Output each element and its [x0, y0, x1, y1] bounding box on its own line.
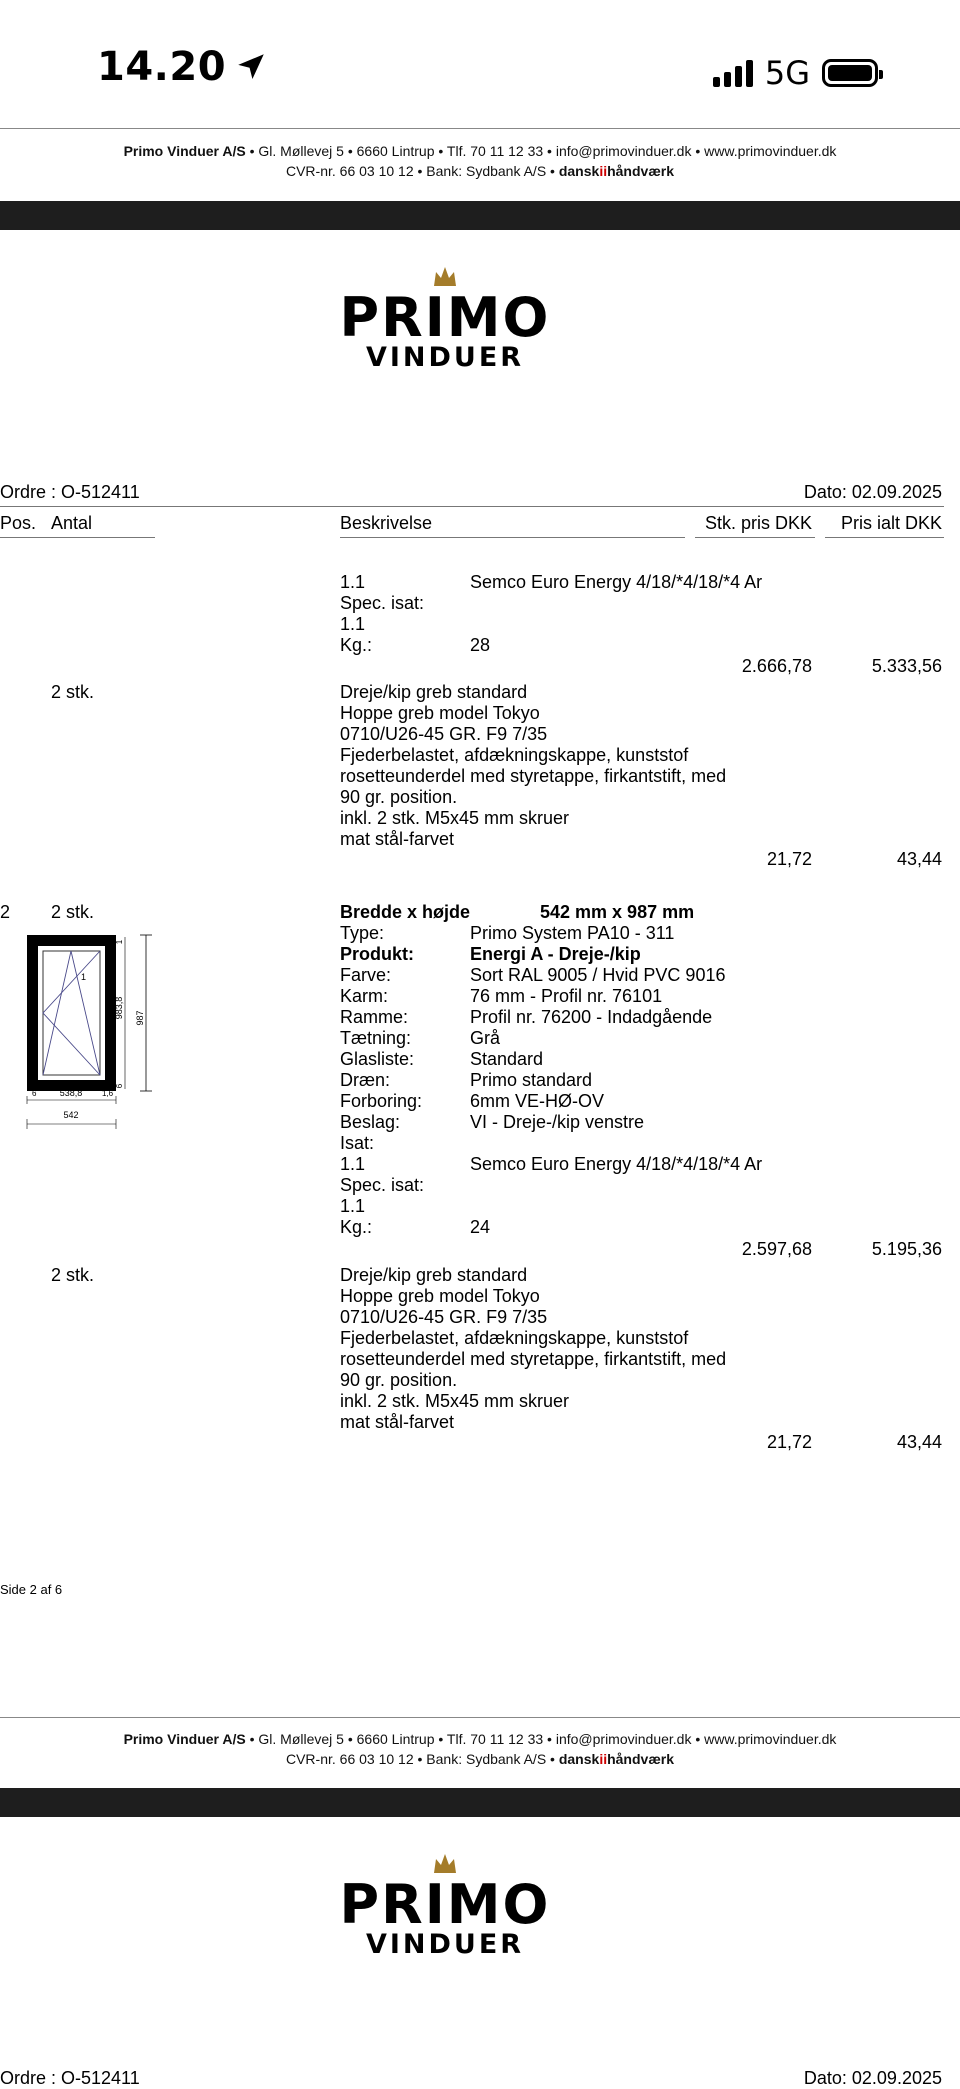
dansk-haandvaerk-brand: danskiihåndværk — [558, 163, 675, 179]
spec-value: 6mm VE-HØ-OV — [470, 1091, 605, 1111]
page-top-divider — [0, 128, 960, 129]
description-line: 0710/U26-45 GR. F9 7/35 — [340, 724, 548, 744]
spec-value: Semco Euro Energy 4/18/*4/18/*4 Ar — [470, 1154, 763, 1174]
page3-company-info-line2 — [0, 1751, 960, 1767]
spec-value: VI - Dreje-/kip venstre — [470, 1112, 645, 1132]
height-inner-label: 983,8 — [114, 996, 124, 1020]
item1-unit-price: 2.666,78 — [741, 656, 812, 676]
spec-label: Forboring: — [340, 1091, 423, 1111]
height-outer-label: 987 — [135, 1010, 145, 1026]
col-desc: Beskrivelse — [340, 513, 433, 533]
spec-value: Standard — [470, 1049, 544, 1069]
page3-company-name: Primo Vinduer A/S — [123, 1731, 246, 1747]
order-divider — [0, 506, 944, 507]
company-name: Primo Vinduer A/S — [123, 143, 246, 159]
spec-value: Primo standard — [470, 1070, 593, 1090]
page3-order-number: Ordre : O-512411 — [0, 2068, 140, 2088]
window-drawing — [18, 928, 163, 1133]
col-underline-total — [825, 537, 944, 538]
page3-primo-logo — [320, 1853, 570, 1960]
col-underline-desc — [340, 537, 685, 538]
page3-crown-icon — [432, 1853, 458, 1875]
width-inner-label: 538,8 — [59, 1088, 83, 1098]
description-line: Dreje/kip greb standard — [340, 682, 528, 702]
spec-label: Glasliste: — [340, 1049, 415, 1069]
logo-primo: PRIMO — [339, 286, 551, 349]
description-line: 90 gr. position. — [340, 787, 458, 807]
item2-pos: 2 — [0, 902, 11, 922]
order-date: Dato: 02.09.2025 — [803, 482, 942, 502]
page3-header-black-bar — [0, 1788, 960, 1817]
description-line: inkl. 2 stk. M5x45 mm skruer — [340, 1391, 570, 1411]
window-glass — [38, 946, 105, 1080]
network-type: 5G — [764, 54, 810, 92]
spec-label: Karm: — [340, 986, 389, 1006]
spec-label: Kg.: — [340, 1217, 373, 1237]
company-address: Gl. Møllevej 5 • 6660 Lintrup • Tlf. 70 11 12 33 • info@primovinduer.dk • www.primovinduer.dk — [258, 143, 837, 159]
spec-label: Produkt: — [340, 944, 414, 964]
accessory1-unit-price: 21,72 — [766, 849, 812, 869]
page3-company-address: Gl. Møllevej 5 • 6660 Lintrup • Tlf. 70 11 12 33 • info@primovinduer.dk • www.primovinduer.dk — [258, 1731, 837, 1747]
page3-top-divider — [0, 1717, 960, 1718]
company-cvr: CVR-nr. 66 03 10 12 • Bank: Sydbank A/S • — [285, 163, 555, 179]
item2-dim-value: 542 mm x 987 mm — [540, 902, 695, 922]
spec-value: Primo System PA10 - 311 — [470, 923, 675, 943]
item1-value: 28 — [470, 635, 491, 655]
spec-value: Sort RAL 9005 / Hvid PVC 9016 — [470, 965, 726, 985]
page-number: Side 2 af 6 — [0, 1582, 63, 1597]
page3-company-info-line1: Primo Vinduer A/S • Gl. Møllevej 5 • 6660 Lintrup • Tlf. 70 11 12 33 • info@primovinduer.dk • www.primovinduer.dk — [123, 1731, 837, 1747]
item1-label: Kg.: — [340, 635, 373, 655]
sash-mark: 1 — [81, 972, 87, 982]
item2-total-price: 5.195,36 — [871, 1239, 942, 1259]
col-qty: Antal — [51, 513, 93, 533]
description-line: 90 gr. position. — [340, 1370, 458, 1390]
spec-value: Grå — [470, 1028, 501, 1048]
width-outer-label: 542 — [63, 1110, 79, 1120]
item2-dim-label: Bredde x højde — [340, 902, 471, 922]
description-line: rosetteunderdel med styretappe, firkantstift, med — [340, 1349, 727, 1369]
item1-label: 1.1 — [340, 572, 366, 592]
description-line: 0710/U26-45 GR. F9 7/35 — [340, 1307, 548, 1327]
spec-label: Beslag: — [340, 1112, 401, 1132]
status-time — [97, 44, 268, 90]
page3-logo-primo: PRIMO — [339, 1873, 551, 1936]
spec-label: Type: — [340, 923, 385, 943]
bottom-mark-label: 6 — [115, 1083, 124, 1089]
item2-qty: 2 stk. — [51, 902, 95, 922]
right-frame-label: 1,6 — [102, 1089, 114, 1098]
top-mark-label: 1 — [115, 939, 124, 945]
spec-value: 24 — [470, 1217, 491, 1237]
spec-label: Ramme: — [340, 1007, 409, 1027]
spec-value: 76 mm - Profil nr. 76101 — [470, 986, 663, 1006]
description-line: mat stål-farvet — [340, 1412, 455, 1432]
item1-label: 1.1 — [340, 614, 366, 634]
spec-label: Tætning: — [340, 1028, 412, 1048]
item1-label: Spec. isat: — [340, 593, 425, 613]
order-number: Ordre : O-512411 — [0, 482, 140, 502]
battery-icon — [822, 59, 878, 87]
spec-label: Spec. isat: — [340, 1175, 425, 1195]
header-black-bar — [0, 201, 960, 230]
accessory2-total-price: 43,44 — [896, 1432, 942, 1452]
signal-bars-icon — [713, 59, 753, 87]
page3-dansk-haandvaerk-brand: danskiihåndværk — [558, 1751, 675, 1767]
item2-unit-price: 2.597,68 — [741, 1239, 812, 1259]
col-total-price: Pris ialt DKK — [840, 513, 942, 533]
page3-company-cvr: CVR-nr. 66 03 10 12 • Bank: Sydbank A/S • — [285, 1751, 555, 1767]
location-arrow-icon — [234, 50, 268, 84]
description-line: rosetteunderdel med styretappe, firkantstift, med — [340, 766, 727, 786]
company-info-line2 — [0, 163, 960, 179]
description-line: inkl. 2 stk. M5x45 mm skruer — [340, 808, 570, 828]
description-line: Hoppe greb model Tokyo — [340, 1286, 540, 1306]
col-underline-unit — [695, 537, 815, 538]
left-frame-label: 6 — [32, 1089, 37, 1098]
status-indicators — [713, 54, 878, 92]
spec-value: Energi A - Dreje-/kip — [470, 944, 641, 964]
description-line: Fjederbelastet, afdækningskappe, kunststof — [340, 745, 689, 765]
col-pos: Pos. — [0, 513, 37, 533]
col-underline-left — [0, 537, 155, 538]
description-line: Hoppe greb model Tokyo — [340, 703, 540, 723]
page3-logo-vinduer: VINDUER — [365, 1929, 525, 1960]
accessory1-total-price: 43,44 — [896, 849, 942, 869]
company-info-line1: Primo Vinduer A/S • Gl. Møllevej 5 • 6660 Lintrup • Tlf. 70 11 12 33 • info@primovinduer.dk • www.primovinduer.dk — [123, 143, 837, 159]
primo-logo — [320, 266, 570, 373]
crown-icon — [432, 266, 458, 288]
item1-value: Semco Euro Energy 4/18/*4/18/*4 Ar — [470, 572, 763, 592]
spec-label: Dræn: — [340, 1070, 391, 1090]
spec-label: 1.1 — [340, 1196, 366, 1216]
description-line: mat stål-farvet — [340, 829, 455, 849]
status-time-text: 14.20 — [97, 44, 227, 90]
page3-order-date: Dato: 02.09.2025 — [803, 2068, 942, 2088]
description-line: Dreje/kip greb standard — [340, 1265, 528, 1285]
accessory1-qty: 2 stk. — [51, 682, 95, 702]
col-unit-price: Stk. pris DKK — [704, 513, 812, 533]
logo-vinduer: VINDUER — [365, 342, 525, 373]
spec-label: Isat: — [340, 1133, 375, 1153]
description-line: Fjederbelastet, afdækningskappe, kunststof — [340, 1328, 689, 1348]
item1-total-price: 5.333,56 — [871, 656, 942, 676]
accessory2-qty: 2 stk. — [51, 1265, 95, 1285]
spec-value: Profil nr. 76200 - Indadgående — [470, 1007, 713, 1027]
spec-label: Farve: — [340, 965, 392, 985]
accessory2-unit-price: 21,72 — [766, 1432, 812, 1452]
spec-label: 1.1 — [340, 1154, 366, 1174]
